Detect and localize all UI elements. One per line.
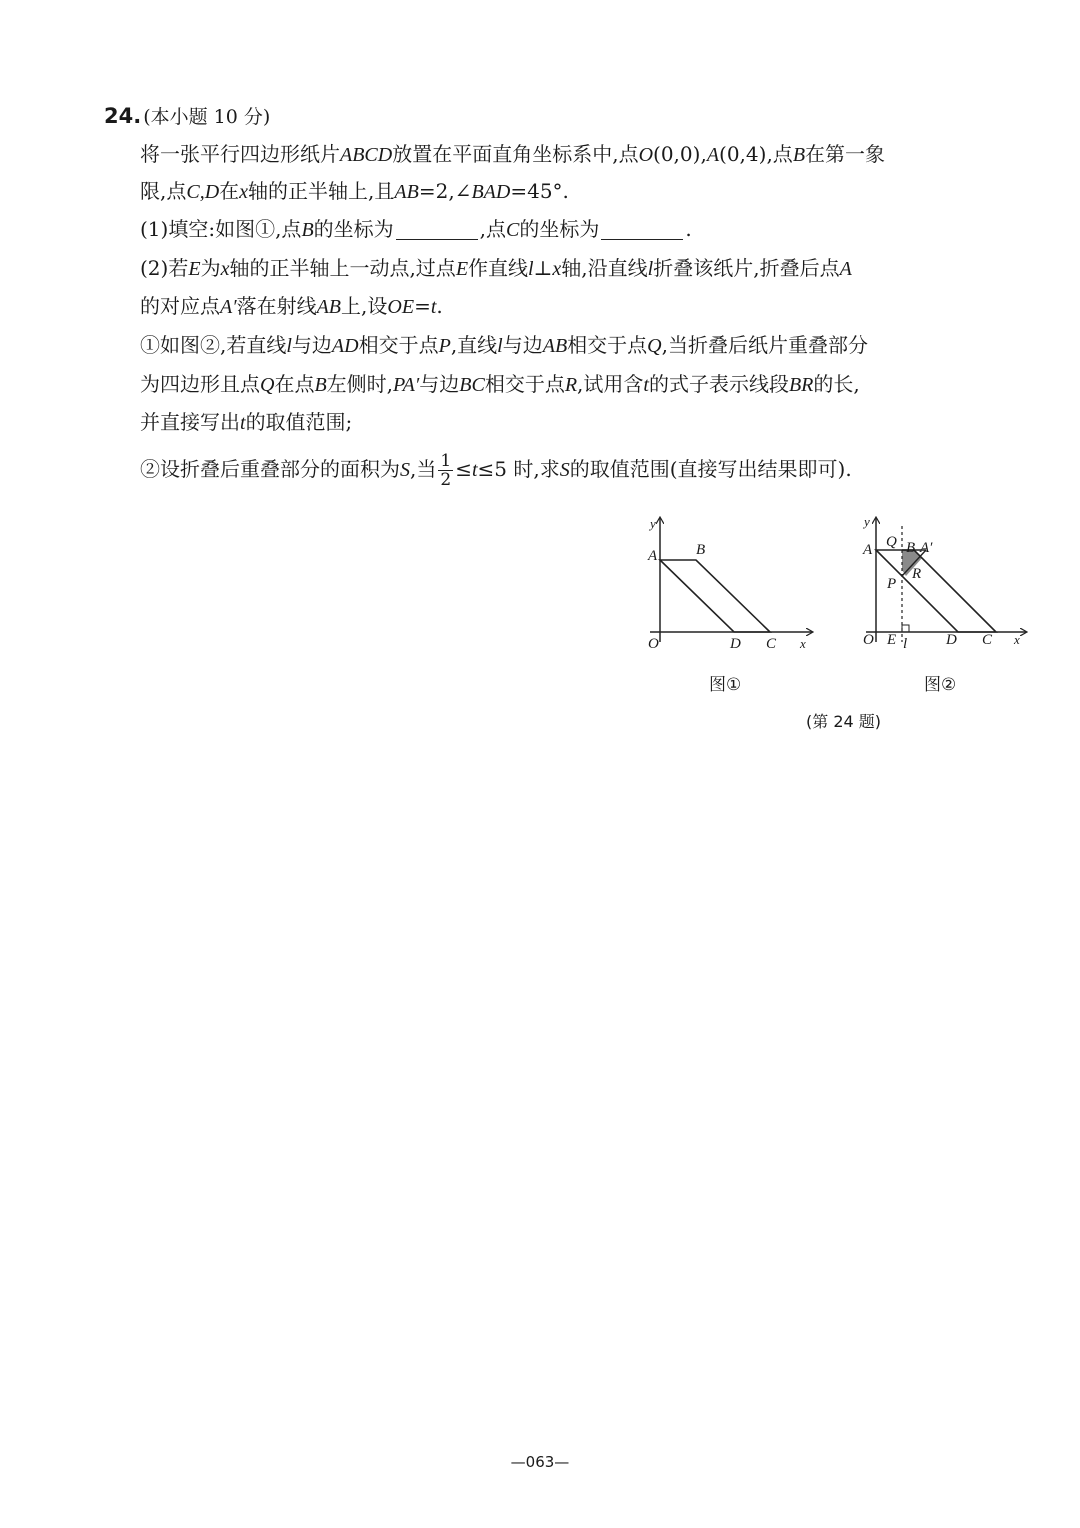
text: 与边 xyxy=(291,333,332,357)
text: ,试用含 xyxy=(577,372,644,396)
var: AB xyxy=(542,335,568,357)
var: O xyxy=(638,144,654,166)
var: t xyxy=(643,374,649,396)
var: x xyxy=(239,181,249,203)
label-y: y xyxy=(864,514,870,529)
var: A xyxy=(706,144,720,166)
score-note: (本小题 10 分) xyxy=(143,106,271,128)
stem-line-1 xyxy=(140,139,885,170)
label-y: y xyxy=(650,516,656,531)
var: x xyxy=(220,258,230,280)
label-a-prime: A′ xyxy=(920,540,933,556)
var: S xyxy=(400,459,410,481)
figure-2 xyxy=(846,508,1036,658)
text: 并直接写出 xyxy=(140,410,240,434)
var: E xyxy=(188,258,201,280)
text: 在 xyxy=(219,179,240,203)
text: 相交于点 xyxy=(358,333,439,357)
var: t xyxy=(240,412,246,434)
figure-1-caption: 图① xyxy=(709,675,742,695)
part-1-line xyxy=(140,214,692,245)
text: 在点 xyxy=(274,372,315,396)
label-x: x xyxy=(1014,632,1020,647)
text: ①如图②,若直线 xyxy=(140,333,287,357)
text: 放置在平面直角坐标系中,点 xyxy=(392,142,639,166)
label-r: R xyxy=(912,566,922,582)
label-c: C xyxy=(766,636,777,652)
label-b: B xyxy=(696,542,706,558)
text: 为 xyxy=(200,256,221,280)
var: BAD xyxy=(471,181,511,203)
text: 的对应点 xyxy=(140,294,220,318)
text: 轴的正半轴上,且 xyxy=(248,179,395,203)
sub-1-line-1 xyxy=(140,330,868,361)
var: t xyxy=(471,459,478,481)
text: 相交于点 xyxy=(567,333,648,357)
var: Q xyxy=(647,335,662,357)
figure-2-caption: 图② xyxy=(924,675,957,695)
part-2-line-2 xyxy=(140,291,443,322)
label-o: O xyxy=(648,636,659,652)
label-e: E xyxy=(887,632,897,648)
text: 的长, xyxy=(813,372,860,396)
right-angle-mark xyxy=(902,625,909,632)
var: x xyxy=(552,258,562,280)
page-number: —063— xyxy=(510,1453,570,1471)
figure-1 xyxy=(630,508,825,658)
var: B xyxy=(792,144,806,166)
var: E xyxy=(455,258,469,280)
text: 将一张平行四边形纸片 xyxy=(140,142,340,166)
text: ⊥ xyxy=(533,256,553,280)
text: 轴,沿直线 xyxy=(561,256,648,280)
var: P xyxy=(438,335,451,357)
part-2-line-1 xyxy=(140,253,852,284)
text: 的取值范围; xyxy=(245,410,353,434)
text: 上,设 xyxy=(341,294,388,318)
label-d: D xyxy=(730,636,741,652)
sub-1-line-3 xyxy=(140,407,352,438)
text: 折叠该纸片,折叠后点 xyxy=(653,256,840,280)
label-a: A xyxy=(648,548,658,564)
text: 与边 xyxy=(502,333,543,357)
label-q: Q xyxy=(886,534,897,550)
text: =2,∠ xyxy=(418,179,472,203)
text: 在第一象 xyxy=(805,142,886,166)
text: (0,0), xyxy=(653,142,707,166)
text: 左侧时, xyxy=(326,372,394,396)
var: B xyxy=(301,219,314,241)
text: 的坐标为 xyxy=(313,217,394,241)
text: 轴的正半轴上一动点,过点 xyxy=(229,256,456,280)
text: =45°. xyxy=(510,179,569,203)
var: t xyxy=(430,296,437,318)
var: OE xyxy=(387,296,415,318)
var: A xyxy=(839,258,852,280)
text: 作直线 xyxy=(468,256,529,280)
var: ABCD xyxy=(340,144,393,166)
label-p: P xyxy=(887,576,897,592)
var: A′ xyxy=(220,296,237,318)
text: 的取值范围(直接写出结果即可). xyxy=(569,457,852,481)
stem-line-2 xyxy=(140,176,569,207)
answer-blank-c[interactable] xyxy=(601,219,683,240)
text: = xyxy=(414,294,431,318)
question-header xyxy=(104,102,270,129)
label-l: l xyxy=(903,636,908,652)
var: l xyxy=(286,335,292,357)
label-a: A xyxy=(863,542,873,558)
text: 的式子表示线段 xyxy=(648,372,789,396)
text: ,当 xyxy=(410,457,437,481)
text: ②设折叠后重叠部分的面积为 xyxy=(140,457,400,481)
sub-2-line xyxy=(140,452,852,489)
var: AD xyxy=(331,335,359,357)
question-number: 24. xyxy=(104,104,142,128)
text: ,点 xyxy=(479,217,507,241)
text: ≤ xyxy=(455,457,472,481)
label-c: C xyxy=(982,632,993,648)
text: (0,4),点 xyxy=(719,142,793,166)
text: 相交于点 xyxy=(484,372,565,396)
label-x: x xyxy=(800,636,806,651)
answer-blank-b[interactable] xyxy=(396,219,478,240)
text: (2)若 xyxy=(140,256,189,280)
fraction xyxy=(438,452,453,489)
text: (1)填空:如图①,点 xyxy=(140,217,302,241)
var: BC xyxy=(459,374,485,396)
fraction-denominator: 2 xyxy=(440,470,452,490)
fraction-numerator: 1 xyxy=(440,451,452,471)
var: l xyxy=(528,258,534,280)
var: AB xyxy=(394,181,419,203)
text: ≤5 时,求 xyxy=(477,457,560,481)
text: 落在射线 xyxy=(236,294,317,318)
label-o: O xyxy=(863,632,874,648)
var: BR xyxy=(788,374,814,396)
var: AB xyxy=(316,296,342,318)
text: 为四边形且点 xyxy=(140,372,260,396)
var: C,D xyxy=(186,181,220,203)
var: B xyxy=(314,374,327,396)
var: C xyxy=(506,219,520,241)
var: PA′ xyxy=(393,374,420,396)
label-b: B xyxy=(906,540,916,556)
text: 与边 xyxy=(419,372,460,396)
var: R xyxy=(564,374,578,396)
figure-caption: (第 24 题) xyxy=(806,712,882,731)
text: . xyxy=(436,294,443,318)
text: 的坐标为 xyxy=(519,217,600,241)
parallelogram-abcd xyxy=(660,560,770,632)
var: S xyxy=(559,459,570,481)
sub-1-line-2 xyxy=(140,369,860,400)
label-d: D xyxy=(946,632,957,648)
text: . xyxy=(685,217,692,241)
var: Q xyxy=(260,374,275,396)
var: l xyxy=(647,258,654,280)
text: ,直线 xyxy=(450,333,498,357)
var: l xyxy=(497,335,503,357)
text: 限,点 xyxy=(140,179,187,203)
text: ,当折叠后纸片重叠部分 xyxy=(661,333,868,357)
